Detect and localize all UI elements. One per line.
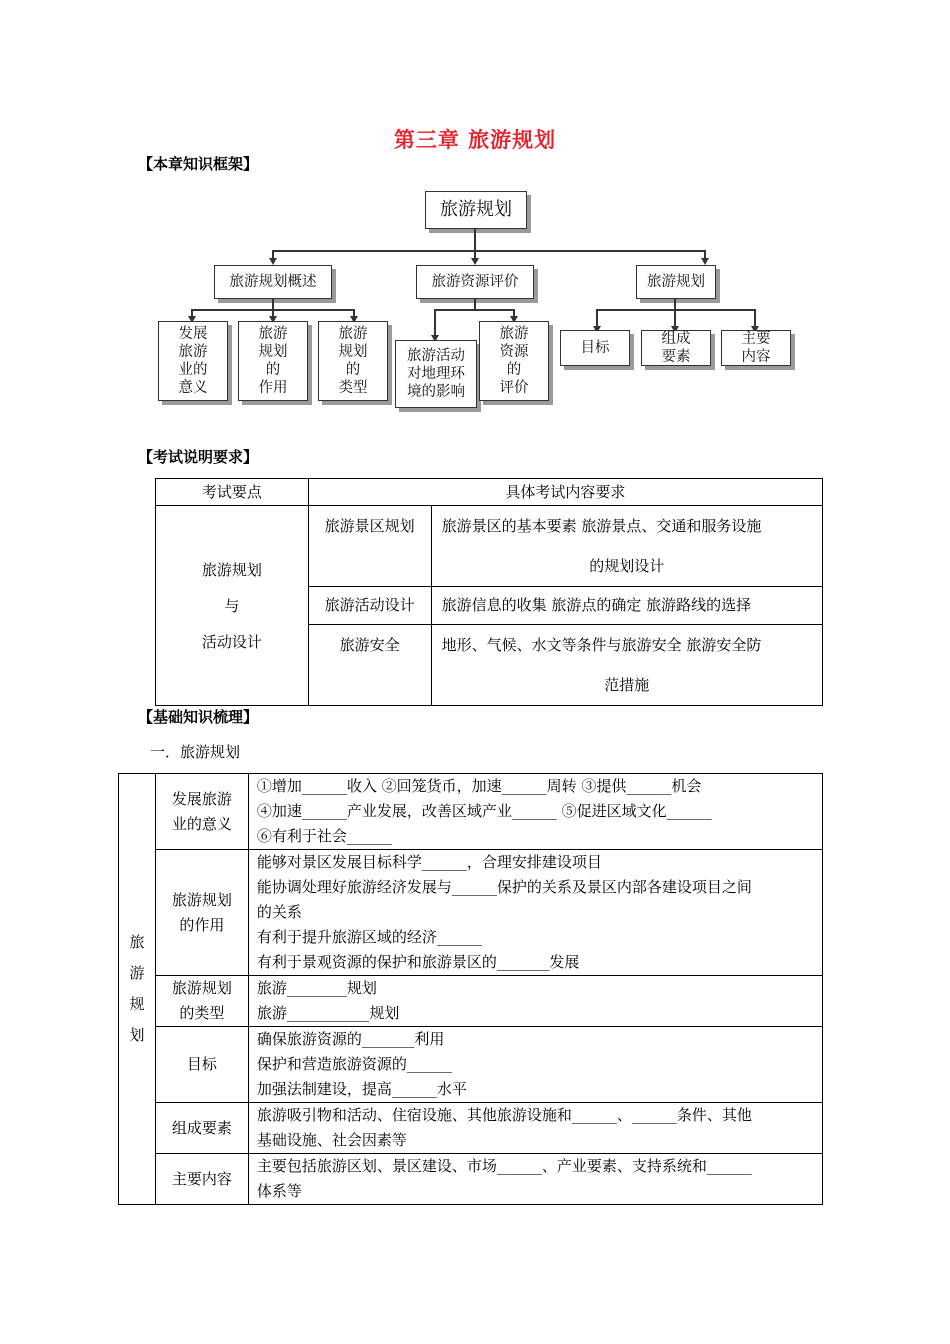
diagram-node-function: 旅游 规划 的 作用 [238,321,308,401]
content-line: 的关系 [256,903,302,921]
row-content-cell [248,1027,822,1103]
content-line: ④加速______产业发展，改善区域产业______ ⑤促进区域文化______ [256,802,712,820]
exam-topic-line: 活动设计 [201,632,262,651]
exam-topic-cell [156,506,309,706]
exam-content-cell [431,587,822,625]
content-line: 能够对景区发展目标科学______，合理安排建设项目 [256,853,602,871]
exam-content-line: 旅游信息的收集 旅游点的确定 旅游路线的选择 [441,596,752,614]
row-label-cell [155,976,248,1027]
knowledge-framework-diagram [155,185,787,413]
exam-topic-line: 与 [224,596,240,615]
content-line: 主要包括旅游区划、景区建设、市场______、产业要素、支持系统和______ [256,1157,752,1175]
diagram-node-overview: 旅游规划概述 [214,265,332,299]
content-line: 基础设施、社会因素等 [256,1131,407,1149]
side-label-char: 旅 [129,933,145,951]
content-line: 有利于提升旅游区域的经济______ [256,928,482,946]
subsection-heading: 一．旅游规划 [150,743,241,761]
exam-item-cell: 旅游景区规划 [308,506,431,587]
row-label-cell [155,850,248,976]
diagram-node-resource-assessment: 旅游 资源 的 评价 [479,321,549,401]
table-header-cell: 具体考试内容要求 [308,479,822,506]
row-content-cell [248,850,822,976]
row-content-cell [248,774,822,850]
side-label-cell [119,774,156,1205]
exam-topic-line: 旅游规划 [201,560,262,579]
diagram-node-main-content: 主要 内容 [721,330,791,366]
exam-requirements-table [155,478,823,706]
row-label-cell [155,1154,248,1205]
content-line: ⑥有利于社会______ [256,827,392,845]
row-label-line: 发展旅游 [171,789,232,808]
content-line: ①增加______收入 ②回笼货币，加速______周转 ③提供______机会 [256,777,702,795]
content-line: 旅游吸引物和活动、住宿设施、其他旅游设施和______、______条件、其他 [256,1106,752,1124]
basics-table [118,773,823,1205]
row-label-line: 旅游规划 [171,890,232,909]
content-line: 能协调处理好旅游经济发展与______保护的关系及景区内部各建设项目之间 [256,878,752,896]
content-line: 加强法制建设，提高______水平 [256,1080,467,1098]
side-label-char: 规 [129,995,145,1013]
row-label-line: 的作用 [179,915,225,934]
diagram-root-node: 旅游规划 [425,191,527,229]
row-label-line: 主要内容 [171,1169,232,1188]
exam-content-line: 地形、气候、水文等条件与旅游安全 旅游安全防 [441,636,762,654]
exam-content-cell [431,625,822,706]
content-line: 体系等 [256,1182,302,1200]
row-label-line: 业的意义 [171,814,232,833]
row-label-cell [155,774,248,850]
content-line: 有利于景观资源的保护和旅游景区的_______发展 [256,953,580,971]
row-content-cell [248,976,822,1027]
diagram-node-resource-evaluation: 旅游资源评价 [416,265,534,299]
diagram-node-types: 旅游 规划 的 类型 [318,321,388,401]
exam-content-line: 的规划设计 [589,557,665,575]
diagram-node-components: 组成 要素 [641,330,711,366]
diagram-node-goals: 目标 [560,330,630,366]
row-label-line: 的类型 [179,1004,225,1022]
exam-item-cell: 旅游活动设计 [308,587,431,625]
row-label-line: 组成要素 [171,1118,232,1137]
diagram-node-significance: 发展 旅游 业的 意义 [158,321,228,401]
row-content-cell [248,1154,822,1205]
row-label-cell [155,1103,248,1154]
side-label-char: 游 [129,964,145,982]
content-line: 旅游___________规划 [256,1004,400,1022]
content-line: 保护和营造旅游资源的______ [256,1055,452,1073]
row-content-cell [248,1103,822,1154]
row-label-line: 旅游规划 [171,979,232,997]
diagram-node-environment-impact: 旅游活动 对地理环 境的影响 [395,340,477,408]
content-line: 旅游________规划 [256,979,377,997]
exam-content-line: 旅游景区的基本要素 旅游景点、交通和服务设施 [441,517,762,535]
side-label-char: 划 [129,1026,145,1044]
section-exam-heading: 【考试说明要求】 [138,448,259,466]
exam-content-cell [431,506,822,587]
section-basics-heading: 【基础知识梳理】 [138,708,259,726]
diagram-node-planning: 旅游规划 [636,265,716,299]
exam-content-line: 范措施 [604,676,650,694]
page-title: 第三章 旅游规划 [393,128,557,152]
content-line: 确保旅游资源的_______利用 [256,1030,445,1048]
row-label-cell [155,1027,248,1103]
exam-item-cell: 旅游安全 [308,625,431,706]
row-label-line: 目标 [186,1055,217,1073]
table-header-cell: 考试要点 [156,479,309,506]
section-framework-heading: 【本章知识框架】 [138,155,259,173]
